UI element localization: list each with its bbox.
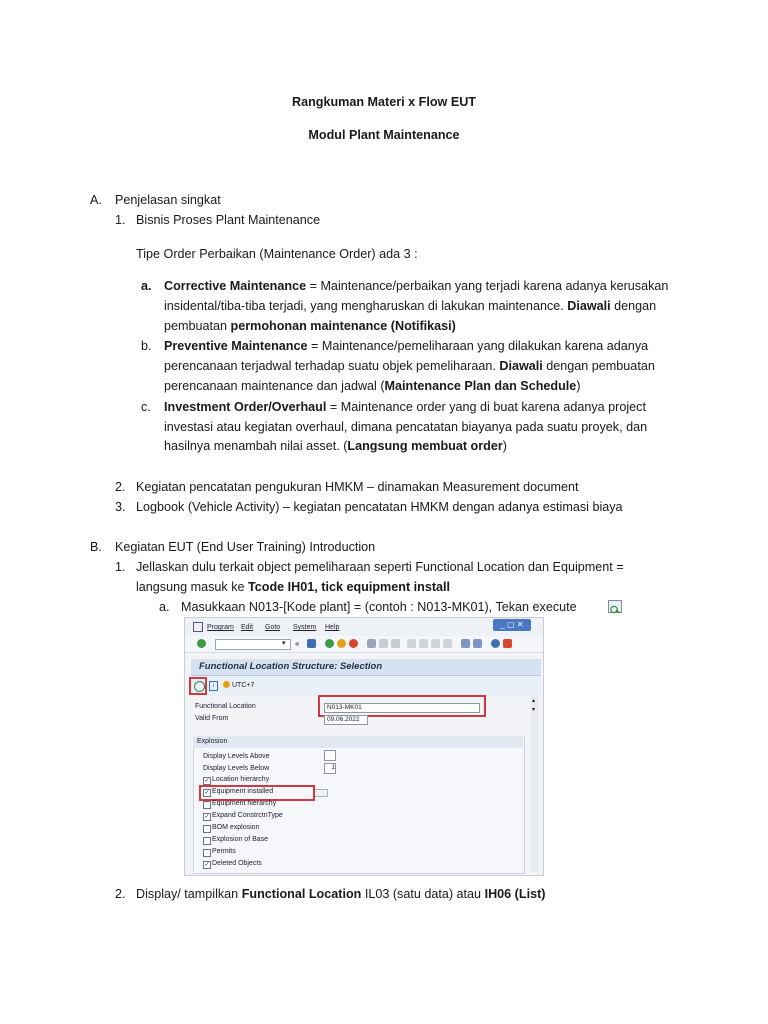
equipment-installed-checkbox[interactable]: ✓ (204, 790, 210, 796)
investment-direct-order: Langsung membuat order (347, 439, 503, 453)
section-a-heading: Penjelasan singkat (115, 193, 221, 207)
b1-line-2 (136, 577, 450, 597)
order-types-intro: Tipe Order Perbaikan (Maintenance Order) ada 3 : (136, 247, 418, 261)
section-a-marker: A. (90, 193, 102, 207)
preventive-plan: Maintenance Plan dan Schedule (384, 379, 577, 393)
valid-from-label: Valid From (195, 715, 229, 722)
levels-below-label: Display Levels Below (203, 765, 270, 772)
menu-system[interactable]: System (293, 624, 317, 631)
enter-icon[interactable] (197, 639, 206, 648)
cancel-icon[interactable] (349, 639, 358, 648)
equipment-installed-label: Equipment installed (212, 788, 274, 795)
investment-text-3: hasilnya menambah nilai asset. ( (164, 439, 348, 453)
b1-line-2-text: langsung masuk ke (136, 580, 249, 594)
equipment-hierarchy-checkbox[interactable] (203, 801, 211, 809)
preventive-line-2 (164, 356, 655, 376)
layout-icon[interactable] (503, 639, 512, 648)
section-b-marker: B. (90, 540, 102, 554)
permits-label: Permits (212, 848, 236, 855)
bom-explosion-label: BOM explosion (212, 824, 260, 831)
command-dropdown-icon[interactable]: ▾ (282, 640, 286, 647)
preventive-bold: Diawali (499, 359, 543, 373)
investment-line-2: investasi atau kegiatan overhaul, dimana pencatatan biayanya pada suatu proyek, dan (164, 420, 648, 434)
b1-number: 1. (115, 560, 126, 574)
permits-checkbox[interactable] (203, 849, 211, 857)
functional-location-input[interactable]: N013-MK01 (324, 703, 480, 713)
menu-help[interactable]: Help (325, 624, 340, 631)
corrective-text-3: pembuatan (164, 319, 231, 333)
investment-term: Investment Order/Overhaul (164, 400, 327, 414)
screen-title-text: Functional Location Structure: Selection (199, 661, 383, 672)
scroll-down-icon[interactable]: ▾ (532, 707, 536, 713)
command-field[interactable] (215, 639, 291, 650)
execute-icon (608, 600, 622, 613)
menu-edit[interactable]: Edit (241, 624, 254, 631)
a1-number: 1. (115, 213, 126, 227)
corrective-text: insidental/tiba-tiba terjadi, yang mengharuskan di lakukan maintenance. (164, 299, 568, 313)
functional-location-label: Functional Location (195, 703, 256, 710)
sap-screenshot (184, 617, 544, 876)
b2-number: 2. (115, 887, 126, 901)
b2-ih06: IH06 (List) (484, 887, 546, 901)
investment-line-1 (164, 397, 646, 417)
b1a-marker: a. (159, 600, 170, 614)
sap-toolbar (185, 636, 543, 653)
item-c-marker: c. (141, 400, 151, 414)
previous-page-icon[interactable] (419, 639, 428, 648)
info-icon[interactable]: i (209, 681, 218, 691)
investment-close: ) (502, 439, 507, 453)
corrective-line-1 (164, 276, 668, 296)
menu-program[interactable]: Program (207, 624, 234, 631)
application-toolbar (191, 676, 541, 696)
preventive-text-3: perencanaan maintenance dan jadwal ( (164, 379, 385, 393)
menu-goto[interactable]: Goto (265, 624, 281, 631)
a3-number: 3. (115, 500, 126, 514)
b2-text-start: Display/ tampilkan (136, 887, 242, 901)
preventive-text-end: dengan pembuatan (542, 359, 655, 373)
levels-above-input[interactable] (324, 750, 336, 761)
b1-tcode: Tcode IH01, tick equipment install (248, 580, 451, 594)
valid-from-input[interactable]: 09.06.2022 (324, 715, 368, 725)
deleted-objects-checkbox[interactable]: ✓ (204, 862, 210, 868)
find-icon[interactable] (379, 639, 388, 648)
corrective-text-end: dengan (610, 299, 657, 313)
levels-below-input[interactable]: 1 (324, 763, 336, 774)
timezone-label: UTC+7 (232, 682, 255, 689)
preventive-definition: = Maintenance/pemeliharaan yang dilakukan karena adanya (307, 339, 649, 353)
expand-constrctntype-checkbox[interactable]: ✓ (204, 814, 210, 820)
corrective-line-3 (164, 316, 456, 336)
corrective-line-2 (164, 296, 656, 316)
save-icon[interactable] (307, 639, 316, 648)
preventive-close: ) (576, 379, 581, 393)
preventive-term: Preventive Maintenance (164, 339, 308, 353)
b2-text (136, 884, 545, 904)
shortcut-icon[interactable] (473, 639, 482, 648)
last-page-icon[interactable] (443, 639, 452, 648)
preventive-line-3 (164, 376, 581, 396)
b2-functional-location: Functional Location (241, 887, 362, 901)
explosion-group-header (193, 736, 523, 748)
a3-text: Logbook (Vehicle Activity) – kegiatan pencatatan HMKM dengan adanya estimasi biaya (136, 500, 623, 514)
execute-icon-glyph (609, 604, 621, 615)
investment-definition: = Maintenance order yang di buat karena adanya project (326, 400, 646, 414)
exit-icon[interactable] (337, 639, 346, 648)
first-page-icon[interactable] (407, 639, 416, 648)
screen-title (191, 659, 541, 676)
clock-icon[interactable] (223, 681, 230, 688)
corrective-bold: Diawali (567, 299, 611, 313)
print-icon[interactable] (367, 639, 376, 648)
sap-menu-bar (185, 618, 543, 636)
levels-above-label: Display Levels Above (203, 753, 270, 760)
investment-line-3 (164, 436, 507, 456)
item-a-marker: a. (141, 279, 152, 293)
expand-constrctntype-label: Expand ConstrctnType (212, 812, 283, 819)
document-subtitle: Modul Plant Maintenance (308, 128, 460, 142)
equipment-hierarchy-label: Equipment hierarchy (212, 800, 277, 807)
next-page-icon[interactable] (431, 639, 440, 648)
a2-number: 2. (115, 480, 126, 494)
preventive-text: perencanaan terjadwal terhadap suatu objek pemeliharaan. (164, 359, 500, 373)
scroll-up-icon[interactable]: ▴ (532, 698, 536, 704)
help-icon[interactable] (491, 639, 500, 648)
history-icon[interactable]: « (295, 639, 300, 648)
explosion-group-title: Explosion (197, 738, 228, 745)
b2-text-middle: IL03 (satu data) atau (361, 887, 485, 901)
b1-line-1: Jellaskan dulu terkait object pemeliharaan seperti Functional Location dan Equipment = (136, 560, 624, 574)
explosion-of-base-checkbox[interactable] (203, 837, 211, 845)
deleted-objects-label: Deleted Objects (212, 860, 262, 867)
back-icon[interactable] (325, 639, 334, 648)
preventive-line-1 (164, 336, 648, 356)
section-b-heading: Kegiatan EUT (End User Training) Introduction (115, 540, 376, 554)
equipment-installed-field[interactable] (313, 789, 328, 797)
a1-text: Bisnis Proses Plant Maintenance (136, 213, 321, 227)
b1a-text: Masukkaan N013-[Kode plant] = (contoh : N013-MK01), Tekan execute (181, 600, 577, 614)
corrective-definition: = Maintenance/perbaikan yang terjadi karena adanya kerusakan (306, 279, 669, 293)
menu-exit-icon (193, 622, 203, 632)
document-title: Rangkuman Materi x Flow EUT (291, 95, 477, 109)
window-controls[interactable]: _ ▢ ✕ (493, 619, 531, 631)
explosion-of-base-label: Explosion of Base (212, 836, 269, 843)
new-session-icon[interactable] (461, 639, 470, 648)
vertical-scrollbar[interactable] (531, 696, 539, 872)
a2-text: Kegiatan pencatatan pengukuran HMKM – dinamakan Measurement document (136, 480, 579, 494)
item-b-marker: b. (141, 339, 152, 353)
corrective-term: Corrective Maintenance (164, 279, 307, 293)
find-next-icon[interactable] (391, 639, 400, 648)
execute-highlight (189, 677, 207, 695)
bom-explosion-checkbox[interactable] (203, 825, 211, 833)
location-hierarchy-checkbox[interactable]: ✓ (204, 778, 210, 784)
location-hierarchy-label: Location hierarchy (212, 776, 270, 783)
functional-location-highlight (318, 695, 486, 717)
corrective-notification: permohonan maintenance (Notifikasi) (230, 319, 456, 333)
